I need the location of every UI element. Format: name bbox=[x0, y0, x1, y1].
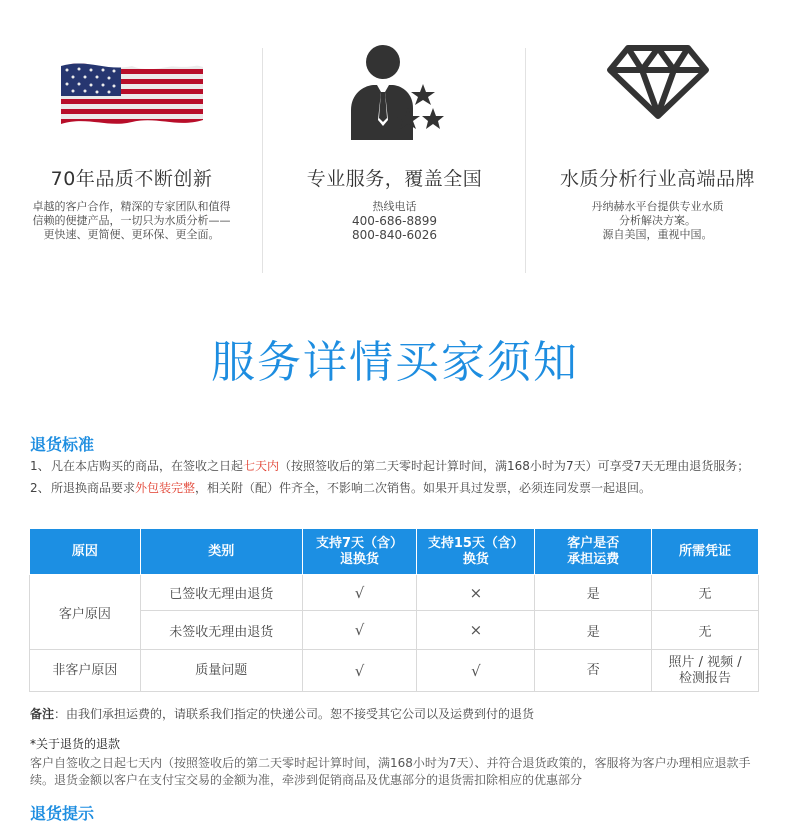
cell-shipping: 是 bbox=[535, 611, 652, 650]
cell-proof: 无 bbox=[652, 575, 759, 611]
hotline-number: 400-686-8899 bbox=[351, 214, 437, 228]
table-row bbox=[30, 575, 759, 611]
feature-desc bbox=[10, 200, 253, 242]
feature-desc bbox=[536, 200, 779, 242]
table-row bbox=[30, 650, 759, 692]
feature-desc-line: 丹纳赫水平台提供专业水质 bbox=[591, 200, 724, 213]
col-header-15day bbox=[417, 529, 535, 575]
header-line: 支持15天（含） bbox=[427, 535, 524, 551]
col-header-reason: 原因 bbox=[30, 529, 141, 575]
refund-title: *关于退货的退款 bbox=[30, 737, 121, 751]
feature-desc-line: 热线电话 bbox=[372, 200, 417, 213]
cell-reason: 非客户原因 bbox=[30, 650, 141, 692]
header-line: 换货 bbox=[462, 551, 489, 567]
feature-desc-line: 分析解决方案。 bbox=[619, 214, 696, 227]
feature-brand bbox=[526, 0, 789, 290]
hotline-number: 800-840-6026 bbox=[351, 228, 437, 242]
header-line: 客户是否 bbox=[567, 535, 620, 551]
note-label: 备注 bbox=[30, 707, 55, 721]
service-person-stars-icon bbox=[345, 42, 445, 146]
cell-proof: 无 bbox=[652, 611, 759, 650]
cell-7day: √ bbox=[302, 575, 417, 611]
col-header-category: 类别 bbox=[140, 529, 302, 575]
section-title-return-tips: 退货提示 bbox=[30, 804, 95, 823]
feature-desc-line: 信赖的便捷产品，一切只为水质分析—— bbox=[32, 214, 231, 227]
feature-desc-line: 源自美国，重视中国。 bbox=[602, 228, 713, 241]
cell-15day: √ bbox=[417, 650, 535, 692]
rule-text: 所退换商品要求 bbox=[51, 481, 136, 495]
col-header-shipping bbox=[535, 529, 652, 575]
feature-service bbox=[263, 0, 526, 290]
feature-desc-line: 卓越的客户合作，精深的专家团队和值得 bbox=[32, 200, 231, 213]
proof-line: 照片 / 视频 / bbox=[668, 654, 742, 670]
note-text: ：由我们承担运费的，请联系我们指定的快递公司。恕不接受其它公司以及运费到付的退货 bbox=[54, 707, 535, 721]
rule-item bbox=[30, 458, 760, 475]
rule-text: ，相关附（配）件齐全，不影响二次销售。如果开具过发票，必须连同发票一起退回。 bbox=[195, 481, 652, 495]
page-title: 服务详情买家须知 bbox=[211, 337, 579, 388]
header-line: 退换货 bbox=[340, 551, 380, 567]
shipping-note bbox=[30, 705, 534, 722]
rule-highlight: 七天内 bbox=[243, 459, 280, 473]
cell-category: 质量问题 bbox=[140, 650, 302, 692]
header-line: 承担运费 bbox=[567, 551, 620, 567]
cell-proof bbox=[652, 650, 759, 692]
feature-title: 水质分析行业高端品牌 bbox=[559, 168, 755, 190]
cell-15day: × bbox=[417, 575, 535, 611]
proof-line: 检测报告 bbox=[679, 670, 732, 686]
feature-title: 70年品质不断创新 bbox=[50, 168, 213, 190]
usa-flag-icon bbox=[57, 58, 207, 134]
feature-desc-line: 更快速、更简便、更环保、更全面。 bbox=[43, 228, 220, 241]
rule-number: 2、 bbox=[30, 481, 50, 495]
cell-category: 已签收无理由退货 bbox=[140, 575, 302, 611]
cell-shipping: 是 bbox=[535, 575, 652, 611]
rule-text: （按照签收后的第二天零时起计算时间，满168小时为7天）可享受7天无理由退货服务； bbox=[279, 459, 750, 473]
features-row bbox=[0, 0, 790, 290]
rule-number: 1、 bbox=[30, 459, 50, 473]
cell-shipping: 否 bbox=[535, 650, 652, 692]
feature-title: 专业服务，覆盖全国 bbox=[306, 168, 483, 190]
return-policy-table bbox=[29, 528, 759, 692]
table-header-row bbox=[30, 529, 759, 575]
rule-highlight: 外包装完整 bbox=[135, 481, 196, 495]
col-header-7day bbox=[302, 529, 417, 575]
return-rules bbox=[30, 458, 760, 502]
feature-desc bbox=[273, 200, 516, 242]
cell-7day: √ bbox=[302, 650, 417, 692]
cell-15day: × bbox=[417, 611, 535, 650]
cell-reason: 客户原因 bbox=[30, 575, 141, 650]
section-title-return-standard: 退货标准 bbox=[30, 435, 95, 454]
diamond-icon bbox=[606, 44, 710, 124]
rule-text: 凡在本店购买的商品，在签收之日起 bbox=[51, 459, 244, 473]
col-header-proof: 所需凭证 bbox=[652, 529, 759, 575]
cell-category: 未签收无理由退货 bbox=[140, 611, 302, 650]
header-line: 支持7天（含） bbox=[315, 535, 404, 551]
refund-body: 客户自签收之日起七天内（按照签收后的第二天零时起计算时间，满168小时为7天）、并符合退货政策的，客服将为客户办理相应退款手续。退货金额以客户在支付宝交易的金额为准，牵涉到促销商品及优惠部分的退货需扣除相应的优惠部分 bbox=[30, 756, 751, 787]
feature-quality bbox=[0, 0, 263, 290]
cell-7day: √ bbox=[302, 611, 417, 650]
rule-item bbox=[30, 480, 760, 497]
